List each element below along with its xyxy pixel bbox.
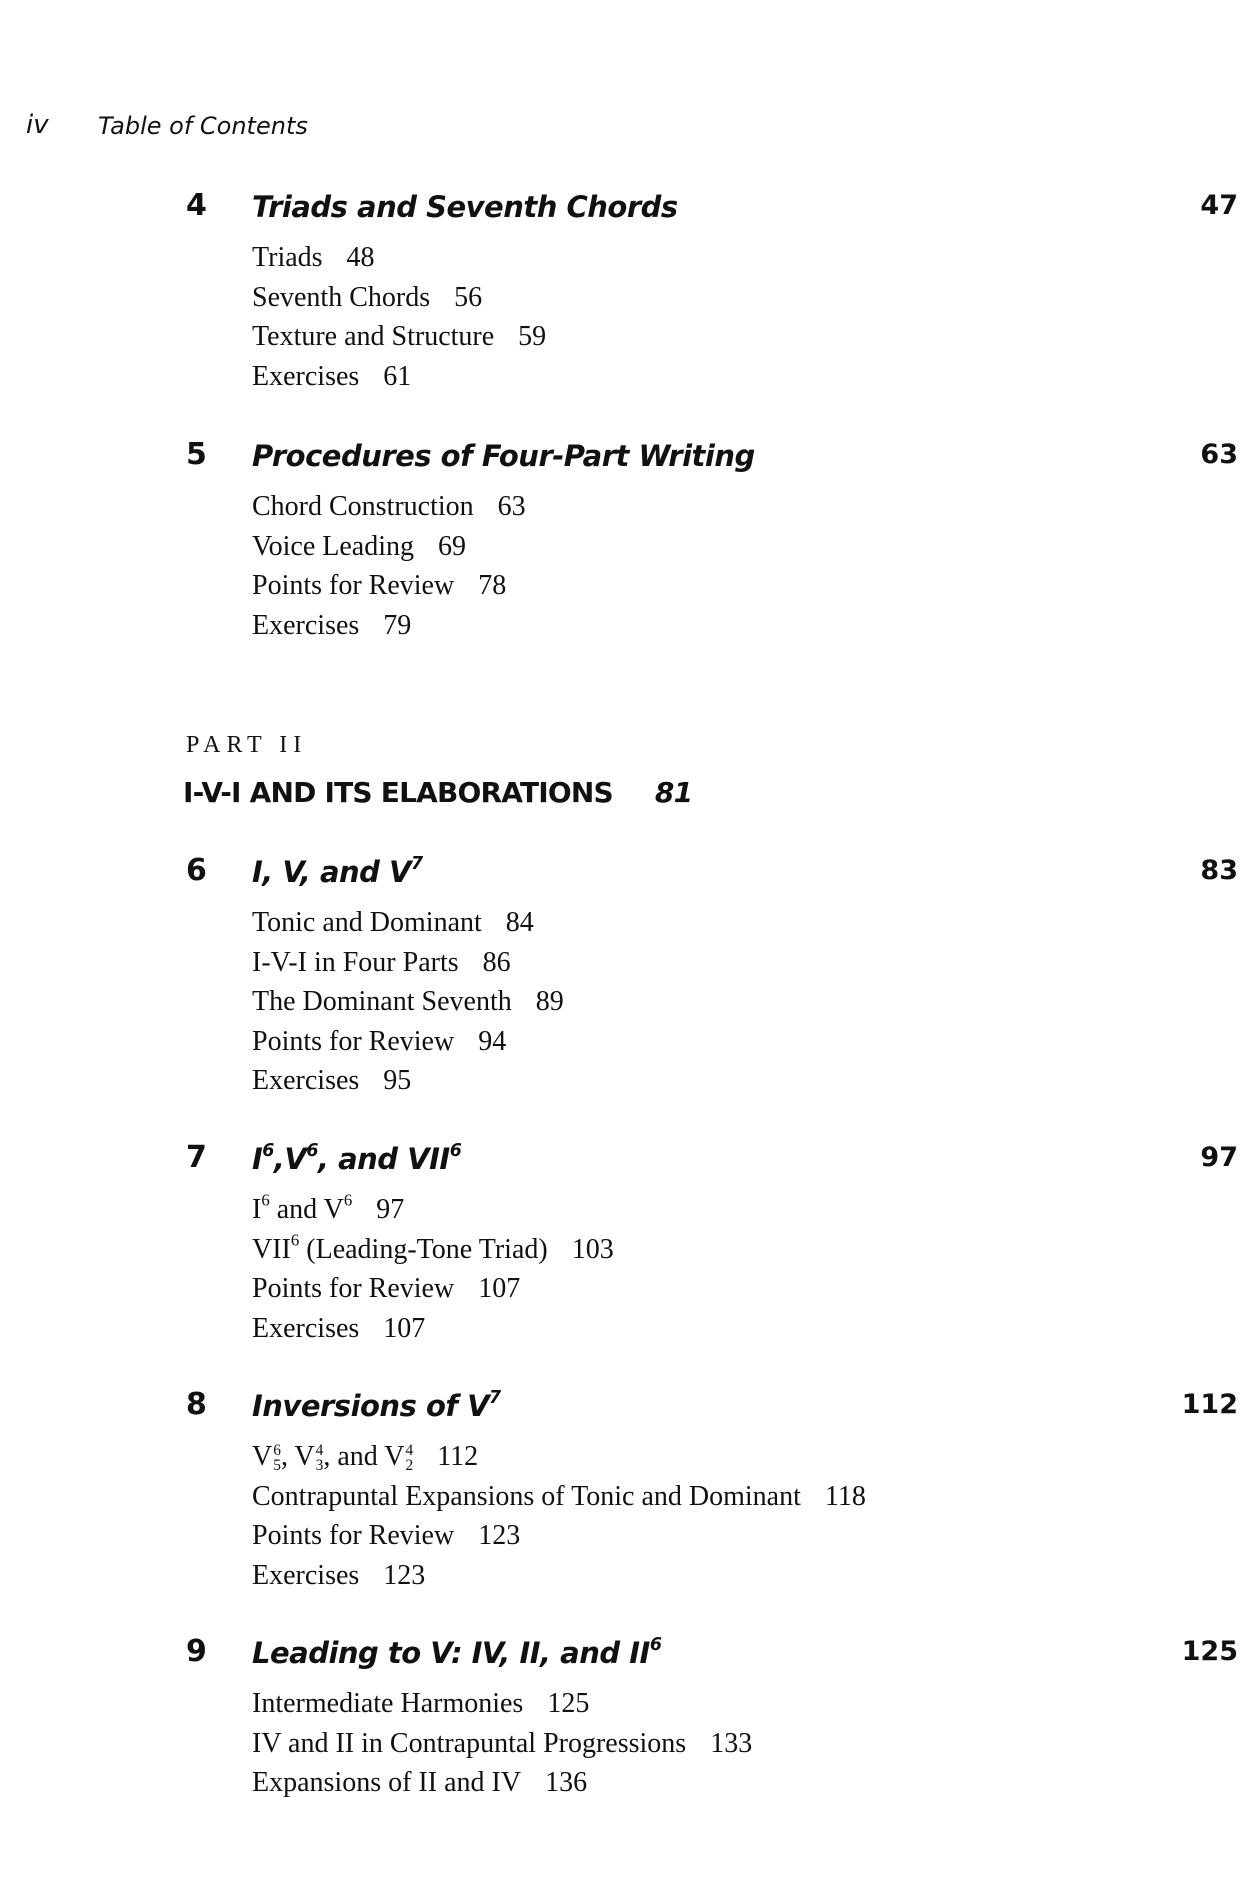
toc-entry[interactable]: Points for Review 94 <box>252 1025 507 1057</box>
toc-entry[interactable]: Tonic and Dominant 84 <box>252 907 534 938</box>
chapter-number: 6 <box>186 853 207 888</box>
entry-list <box>252 238 546 396</box>
chapter-title: Leading to V: IV, II, and $II^6$ <box>252 1634 662 1670</box>
part-page: 81 <box>654 776 693 809</box>
chapter-page: 47 <box>1200 190 1238 221</box>
entry-list <box>252 487 526 645</box>
chapter-title: I, V, and $V^7$ <box>252 853 423 889</box>
toc-entry[interactable]: Triads 48 <box>252 242 375 273</box>
chapter-6 <box>0 853 1250 1096</box>
toc-entry[interactable]: Exercises 61 <box>252 360 412 392</box>
toc-entry[interactable]: Exercises 95 <box>252 1065 412 1096</box>
chapter-9 <box>0 1634 1250 1798</box>
entry-list <box>252 1437 866 1595</box>
chapter-heading[interactable] <box>0 1140 1250 1186</box>
chapter-heading[interactable] <box>0 188 1250 234</box>
toc-entry[interactable]: Points for Review 107 <box>252 1273 521 1304</box>
toc-entry[interactable]: Exercises 79 <box>252 609 412 641</box>
chapter-heading[interactable] <box>0 1634 1250 1680</box>
toc-entry[interactable]: VII$^6$ (Leading-Tone Triad) 103 <box>252 1229 614 1265</box>
chapter-number: 9 <box>186 1634 207 1669</box>
toc-entry[interactable]: $I^6$ and $V^6$ 97 <box>252 1190 405 1225</box>
chapter-title: $I^6,V^6$, and VII$^6$ <box>252 1140 462 1176</box>
chapter-heading[interactable] <box>0 437 1250 483</box>
toc-entry[interactable]: I-V-I in Four Parts 86 <box>252 946 511 978</box>
toc-entry[interactable]: IV and II in Contrapuntal Progressions 133 <box>252 1727 753 1759</box>
running-head-title: Table of Contents <box>98 112 308 140</box>
chapter-number: 7 <box>186 1140 207 1175</box>
chapter-title: Procedures of Four-Part Writing <box>252 439 755 473</box>
toc-entry[interactable]: Points for Review 78 <box>252 570 507 601</box>
toc-entry[interactable]: Texture and Structure 59 <box>252 321 547 352</box>
toc-entry[interactable]: Voice Leading 69 <box>252 530 466 562</box>
entry-list <box>252 1190 614 1348</box>
chapter-title: Triads and Seventh Chords <box>252 190 678 224</box>
toc-entry[interactable]: The Dominant Seventh 89 <box>252 986 564 1017</box>
toc-entry[interactable]: Exercises 123 <box>252 1559 426 1591</box>
chapter-page: 83 <box>1200 855 1238 886</box>
chapter-heading[interactable] <box>0 1387 1250 1433</box>
chapter-page: 97 <box>1200 1142 1238 1173</box>
chapter-number: 8 <box>186 1387 207 1422</box>
running-head <box>26 110 308 140</box>
toc-entry[interactable]: Expansions of II and IV 136 <box>252 1767 588 1798</box>
toc-entry[interactable]: Contrapuntal Expansions of Tonic and Dominant 118 <box>252 1480 866 1512</box>
part-label: PART II <box>186 732 308 758</box>
chapter-number: 5 <box>186 437 207 472</box>
toc-entry[interactable]: Points for Review 123 <box>252 1520 521 1551</box>
entry-list <box>252 1684 752 1803</box>
chapter-number: 4 <box>186 188 207 223</box>
chapter-heading[interactable] <box>0 853 1250 899</box>
chapter-5 <box>0 437 1250 641</box>
toc-entry[interactable]: Intermediate Harmonies 125 <box>252 1688 590 1719</box>
chapter-7 <box>0 1140 1250 1344</box>
toc-entry[interactable]: V 6 5 , V 4 3 , and V 4 2 112 <box>252 1441 479 1475</box>
entry-list <box>252 903 564 1101</box>
toc-entry[interactable]: Seventh Chords 56 <box>252 281 483 313</box>
chapter-page: 125 <box>1181 1636 1238 1667</box>
toc-entry[interactable]: Chord Construction 63 <box>252 491 526 522</box>
chapter-4 <box>0 188 1250 392</box>
chapter-title: Inversions of $V^7$ <box>252 1387 501 1423</box>
chapter-page: 112 <box>1181 1389 1238 1420</box>
toc-entry[interactable]: Exercises 107 <box>252 1312 426 1344</box>
chapter-8 <box>0 1387 1250 1591</box>
chapter-page: 63 <box>1200 439 1238 470</box>
part-heading[interactable] <box>183 776 692 809</box>
part-title: I-V-I AND ITS ELABORATIONS <box>183 776 613 809</box>
page-number: iv <box>26 110 49 140</box>
